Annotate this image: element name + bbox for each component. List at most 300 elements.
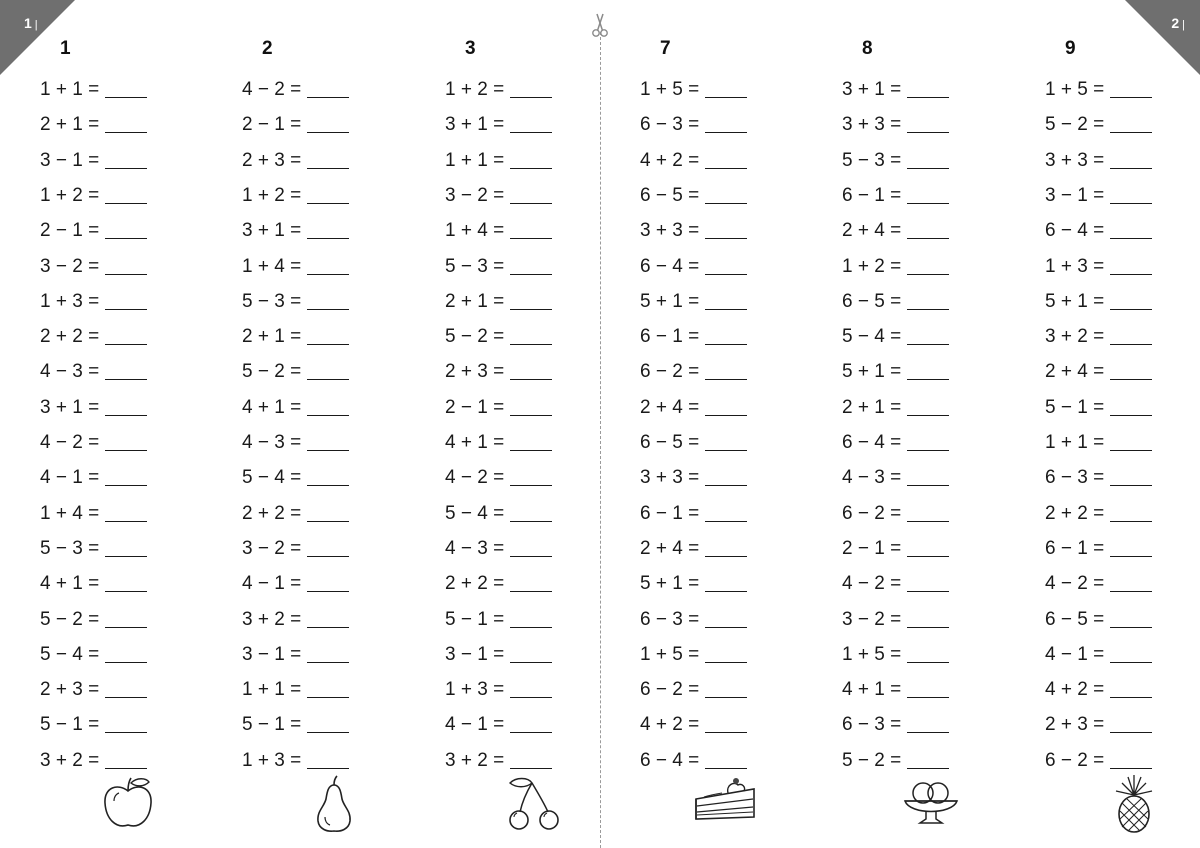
- answer-blank[interactable]: [907, 483, 949, 486]
- answer-blank[interactable]: [907, 201, 949, 204]
- answer-blank[interactable]: [307, 377, 349, 380]
- problem-expression: 3 − 1 =: [1045, 184, 1105, 206]
- problem-row: [242, 712, 349, 736]
- answer-blank[interactable]: [907, 377, 949, 380]
- problem-expression: 2 + 2 =: [242, 502, 302, 524]
- answer-blank[interactable]: [510, 272, 552, 275]
- answer-blank[interactable]: [705, 201, 747, 204]
- answer-blank[interactable]: [510, 130, 552, 133]
- problem-row: [242, 607, 349, 631]
- answer-blank[interactable]: [105, 377, 147, 380]
- problem-row: [40, 571, 147, 595]
- problem-expression: 5 − 3 =: [842, 149, 902, 171]
- answer-blank[interactable]: [307, 130, 349, 133]
- answer-blank[interactable]: [705, 589, 747, 592]
- answer-blank[interactable]: [105, 236, 147, 239]
- problem-row: [40, 748, 147, 772]
- exercise-number: 2: [262, 38, 273, 59]
- problem-expression: 3 − 2 =: [40, 255, 100, 277]
- problem-expression: 1 + 5 =: [640, 79, 700, 100]
- answer-blank[interactable]: [705, 448, 747, 451]
- answer-blank[interactable]: [1110, 236, 1152, 239]
- problem-row: [1045, 254, 1152, 278]
- answer-blank[interactable]: [105, 95, 147, 98]
- problem-expression: 5 − 1 =: [1045, 396, 1105, 418]
- problem-expression: 3 + 1 =: [242, 220, 302, 242]
- problem-expression: 4 − 2 =: [1045, 573, 1105, 595]
- problem-expression: 1 + 2 =: [242, 184, 302, 206]
- cherries-icon: [502, 775, 564, 831]
- problem-expression: 3 − 2 =: [842, 608, 902, 630]
- cake-slice-icon: [694, 775, 756, 825]
- problem-row: [842, 395, 949, 419]
- problem-expression: 4 − 1 =: [1045, 643, 1105, 665]
- answer-blank[interactable]: [705, 660, 747, 663]
- answer-blank[interactable]: [510, 625, 552, 628]
- problem-row: [842, 254, 949, 278]
- answer-blank[interactable]: [705, 519, 747, 522]
- answer-blank[interactable]: [907, 589, 949, 592]
- answer-blank[interactable]: [907, 236, 949, 239]
- exercise-number: 1: [60, 38, 71, 59]
- answer-blank[interactable]: [705, 236, 747, 239]
- answer-blank[interactable]: [705, 342, 747, 345]
- problem-expression: 1 + 3 =: [1045, 255, 1105, 277]
- answer-blank[interactable]: [307, 660, 349, 663]
- answer-blank[interactable]: [705, 730, 747, 733]
- problem-row: [842, 359, 949, 383]
- answer-blank[interactable]: [907, 413, 949, 416]
- problem-expression: 5 − 4 =: [842, 326, 902, 348]
- problem-expression: 5 − 1 =: [445, 608, 505, 630]
- answer-blank[interactable]: [705, 695, 747, 698]
- answer-blank[interactable]: [307, 730, 349, 733]
- problem-expression: 2 + 1 =: [40, 114, 100, 136]
- answer-blank[interactable]: [307, 766, 349, 769]
- problem-row: [842, 183, 949, 207]
- answer-blank[interactable]: [705, 377, 747, 380]
- problem-row: [1045, 501, 1152, 525]
- answer-blank[interactable]: [510, 236, 552, 239]
- problem-expression: 5 − 2 =: [1045, 114, 1105, 136]
- problem-row: [242, 183, 349, 207]
- problem-row: [1045, 183, 1152, 207]
- problem-expression: 3 + 3 =: [842, 114, 902, 136]
- answer-blank[interactable]: [1110, 201, 1152, 204]
- problem-expression: 1 + 5 =: [1045, 79, 1105, 100]
- answer-blank[interactable]: [907, 766, 949, 769]
- problem-expression: 1 + 2 =: [445, 79, 505, 100]
- problem-row: [842, 218, 949, 242]
- problem-expression: 6 − 2 =: [640, 361, 700, 383]
- answer-blank[interactable]: [907, 519, 949, 522]
- answer-blank[interactable]: [105, 660, 147, 663]
- problem-row: [445, 748, 552, 772]
- answer-blank[interactable]: [510, 95, 552, 98]
- problem-expression: 2 + 3 =: [40, 679, 100, 701]
- answer-blank[interactable]: [105, 272, 147, 275]
- answer-blank[interactable]: [705, 166, 747, 169]
- problem-expression: 5 − 2 =: [242, 361, 302, 383]
- problem-row: [242, 536, 349, 560]
- problem-row: [445, 607, 552, 631]
- answer-blank[interactable]: [1110, 272, 1152, 275]
- answer-blank[interactable]: [307, 236, 349, 239]
- problem-row: [242, 748, 349, 772]
- apple-icon: [100, 775, 156, 831]
- problem-expression: 6 − 2 =: [1045, 749, 1105, 771]
- problem-row: [842, 536, 949, 560]
- problem-expression: 2 + 3 =: [445, 361, 505, 383]
- answer-blank[interactable]: [705, 766, 747, 769]
- problem-expression: 6 − 1 =: [1045, 537, 1105, 559]
- problem-row: [445, 148, 552, 172]
- problem-row: [1045, 395, 1152, 419]
- problem-expression: 2 − 1 =: [445, 396, 505, 418]
- problem-row: [640, 465, 747, 489]
- problem-row: [40, 642, 147, 666]
- answer-blank[interactable]: [705, 483, 747, 486]
- answer-blank[interactable]: [1110, 448, 1152, 451]
- answer-blank[interactable]: [705, 130, 747, 133]
- problem-expression: 1 + 2 =: [842, 255, 902, 277]
- left-page-number: 1 |: [24, 15, 39, 31]
- problem-expression: 5 − 4 =: [445, 502, 505, 524]
- problem-expression: 4 − 1 =: [40, 467, 100, 489]
- problem-row: [445, 395, 552, 419]
- problem-row: [242, 430, 349, 454]
- answer-blank[interactable]: [1110, 342, 1152, 345]
- problem-expression: 3 + 1 =: [842, 79, 902, 100]
- answer-blank[interactable]: [907, 130, 949, 133]
- problem-row: [640, 183, 747, 207]
- answer-blank[interactable]: [510, 483, 552, 486]
- problem-row: [842, 112, 949, 136]
- answer-blank[interactable]: [1110, 625, 1152, 628]
- answer-blank[interactable]: [307, 483, 349, 486]
- answer-blank[interactable]: [307, 695, 349, 698]
- problem-row: [640, 748, 747, 772]
- problem-expression: 1 + 4 =: [445, 220, 505, 242]
- problem-row: [1045, 465, 1152, 489]
- problem-row: [1045, 677, 1152, 701]
- problem-row: [640, 642, 747, 666]
- problem-row: [1045, 112, 1152, 136]
- problem-row: [842, 642, 949, 666]
- answer-blank[interactable]: [105, 307, 147, 310]
- answer-blank[interactable]: [510, 413, 552, 416]
- answer-blank[interactable]: [307, 519, 349, 522]
- answer-blank[interactable]: [510, 730, 552, 733]
- problem-row: [445, 536, 552, 560]
- problem-row: [640, 430, 747, 454]
- problem-row: [1045, 430, 1152, 454]
- problem-row: [40, 501, 147, 525]
- problem-expression: 1 + 2 =: [40, 184, 100, 206]
- exercise-number: 3: [465, 38, 476, 59]
- answer-blank[interactable]: [1110, 766, 1152, 769]
- problem-expression: 2 + 1 =: [242, 326, 302, 348]
- problem-expression: 1 + 1 =: [242, 679, 302, 701]
- problem-expression: 2 + 2 =: [445, 573, 505, 595]
- answer-blank[interactable]: [105, 554, 147, 557]
- problem-row: [1045, 712, 1152, 736]
- problem-row: [640, 148, 747, 172]
- problem-row: [40, 712, 147, 736]
- answer-blank[interactable]: [705, 413, 747, 416]
- answer-blank[interactable]: [105, 130, 147, 133]
- answer-blank[interactable]: [307, 307, 349, 310]
- problem-row: [445, 430, 552, 454]
- problem-expression: 6 − 4 =: [1045, 220, 1105, 242]
- answer-blank[interactable]: [105, 695, 147, 698]
- answer-blank[interactable]: [105, 589, 147, 592]
- answer-blank[interactable]: [510, 448, 552, 451]
- problem-expression: 3 + 2 =: [242, 608, 302, 630]
- answer-blank[interactable]: [105, 166, 147, 169]
- problem-row: [1045, 324, 1152, 348]
- answer-blank[interactable]: [705, 625, 747, 628]
- problem-expression: 4 − 2 =: [242, 79, 302, 100]
- problem-row: [842, 748, 949, 772]
- answer-blank[interactable]: [105, 519, 147, 522]
- answer-blank[interactable]: [307, 95, 349, 98]
- problem-row: [242, 465, 349, 489]
- problem-row: [1045, 77, 1152, 101]
- answer-blank[interactable]: [907, 625, 949, 628]
- problem-row: [640, 77, 747, 101]
- answer-blank[interactable]: [907, 695, 949, 698]
- problem-row: [640, 254, 747, 278]
- answer-blank[interactable]: [105, 448, 147, 451]
- problem-expression: 6 − 3 =: [640, 114, 700, 136]
- answer-blank[interactable]: [1110, 413, 1152, 416]
- problem-row: [1045, 571, 1152, 595]
- answer-blank[interactable]: [307, 448, 349, 451]
- problem-row: [640, 395, 747, 419]
- exercise-number: 9: [1065, 38, 1076, 59]
- problem-expression: 4 − 3 =: [242, 432, 302, 453]
- answer-blank[interactable]: [510, 554, 552, 557]
- problem-row: [445, 642, 552, 666]
- problem-row: [1045, 642, 1152, 666]
- problem-expression: 4 + 2 =: [640, 714, 700, 736]
- right-page-number: 2 |: [1171, 15, 1186, 31]
- problem-row: [445, 218, 552, 242]
- answer-blank[interactable]: [907, 307, 949, 310]
- problem-expression: 5 − 3 =: [40, 537, 100, 559]
- problem-expression: 5 + 1 =: [640, 573, 700, 595]
- pear-icon: [312, 775, 356, 833]
- problem-row: [242, 571, 349, 595]
- problem-expression: 6 − 5 =: [640, 184, 700, 206]
- answer-blank[interactable]: [907, 272, 949, 275]
- answer-blank[interactable]: [105, 766, 147, 769]
- answer-blank[interactable]: [1110, 130, 1152, 133]
- answer-blank[interactable]: [1110, 695, 1152, 698]
- problem-row: [842, 607, 949, 631]
- problem-expression: 5 − 2 =: [40, 608, 100, 630]
- problem-row: [640, 677, 747, 701]
- answer-blank[interactable]: [1110, 589, 1152, 592]
- exercise-number: 8: [862, 38, 873, 59]
- problem-expression: 1 + 5 =: [640, 643, 700, 665]
- problem-expression: 2 + 4 =: [640, 396, 700, 418]
- answer-blank[interactable]: [307, 554, 349, 557]
- problem-row: [40, 536, 147, 560]
- answer-blank[interactable]: [907, 448, 949, 451]
- answer-blank[interactable]: [705, 554, 747, 557]
- answer-blank[interactable]: [510, 589, 552, 592]
- problem-expression: 5 − 1 =: [242, 714, 302, 736]
- problem-expression: 5 − 1 =: [40, 714, 100, 736]
- problem-row: [445, 712, 552, 736]
- answer-blank[interactable]: [105, 483, 147, 486]
- problem-row: [242, 324, 349, 348]
- answer-blank[interactable]: [1110, 660, 1152, 663]
- answer-blank[interactable]: [1110, 166, 1152, 169]
- problem-row: [40, 112, 147, 136]
- problem-row: [242, 218, 349, 242]
- answer-blank[interactable]: [510, 201, 552, 204]
- answer-blank[interactable]: [105, 730, 147, 733]
- problem-expression: 6 − 1 =: [640, 502, 700, 524]
- problem-expression: 3 + 2 =: [445, 749, 505, 771]
- answer-blank[interactable]: [907, 660, 949, 663]
- answer-blank[interactable]: [307, 166, 349, 169]
- problem-row: [242, 395, 349, 419]
- answer-blank[interactable]: [105, 413, 147, 416]
- answer-blank[interactable]: [1110, 377, 1152, 380]
- problem-expression: 6 − 5 =: [640, 432, 700, 453]
- problem-row: [445, 254, 552, 278]
- problem-expression: 4 + 2 =: [640, 149, 700, 171]
- answer-blank[interactable]: [510, 660, 552, 663]
- answer-blank[interactable]: [907, 342, 949, 345]
- answer-blank[interactable]: [1110, 95, 1152, 98]
- problem-row: [242, 289, 349, 313]
- problem-row: [1045, 536, 1152, 560]
- problem-row: [445, 289, 552, 313]
- answer-blank[interactable]: [510, 307, 552, 310]
- answer-blank[interactable]: [105, 625, 147, 628]
- answer-blank[interactable]: [105, 201, 147, 204]
- problem-expression: 4 − 1 =: [445, 714, 505, 736]
- problem-expression: 3 − 1 =: [242, 643, 302, 665]
- problem-row: [1045, 289, 1152, 313]
- pineapple-icon: [1108, 775, 1160, 833]
- problem-row: [640, 571, 747, 595]
- answer-blank[interactable]: [510, 519, 552, 522]
- problem-expression: 4 − 2 =: [842, 573, 902, 595]
- problem-row: [842, 148, 949, 172]
- answer-blank[interactable]: [307, 413, 349, 416]
- problem-row: [445, 571, 552, 595]
- answer-blank[interactable]: [307, 201, 349, 204]
- problem-expression: 5 + 1 =: [842, 361, 902, 383]
- problem-row: [40, 430, 147, 454]
- answer-blank[interactable]: [1110, 519, 1152, 522]
- answer-blank[interactable]: [510, 377, 552, 380]
- problem-expression: 1 + 3 =: [40, 290, 100, 312]
- problem-expression: 4 − 3 =: [40, 361, 100, 383]
- problem-row: [242, 77, 349, 101]
- answer-blank[interactable]: [1110, 483, 1152, 486]
- problem-row: [40, 324, 147, 348]
- problem-expression: 4 − 2 =: [445, 467, 505, 489]
- problem-row: [640, 324, 747, 348]
- problem-row: [842, 465, 949, 489]
- answer-blank[interactable]: [307, 589, 349, 592]
- answer-blank[interactable]: [1110, 307, 1152, 310]
- right-page-corner: [1125, 0, 1200, 75]
- answer-blank[interactable]: [510, 166, 552, 169]
- answer-blank[interactable]: [1110, 554, 1152, 557]
- problem-expression: 3 + 2 =: [40, 749, 100, 771]
- answer-blank[interactable]: [1110, 730, 1152, 733]
- problem-row: [242, 677, 349, 701]
- problem-expression: 2 + 4 =: [640, 537, 700, 559]
- problem-row: [640, 218, 747, 242]
- problem-row: [40, 218, 147, 242]
- problem-expression: 3 + 1 =: [445, 114, 505, 136]
- problem-expression: 1 + 4 =: [242, 255, 302, 277]
- ice-cream-bowl-icon: [902, 775, 960, 827]
- answer-blank[interactable]: [307, 625, 349, 628]
- answer-blank[interactable]: [907, 95, 949, 98]
- problem-row: [640, 607, 747, 631]
- problem-expression: 1 + 5 =: [842, 643, 902, 665]
- problem-row: [445, 183, 552, 207]
- answer-blank[interactable]: [907, 730, 949, 733]
- problem-row: [640, 289, 747, 313]
- answer-blank[interactable]: [510, 766, 552, 769]
- problem-row: [40, 677, 147, 701]
- problem-expression: 6 − 4 =: [640, 749, 700, 771]
- answer-blank[interactable]: [105, 342, 147, 345]
- answer-blank[interactable]: [307, 342, 349, 345]
- answer-blank[interactable]: [907, 166, 949, 169]
- problem-row: [445, 465, 552, 489]
- problem-row: [40, 148, 147, 172]
- problem-expression: 5 + 1 =: [640, 290, 700, 312]
- problem-row: [40, 183, 147, 207]
- problem-expression: 3 + 1 =: [40, 396, 100, 418]
- problem-expression: 3 + 3 =: [1045, 149, 1105, 171]
- problem-row: [1045, 148, 1152, 172]
- problem-row: [242, 148, 349, 172]
- answer-blank[interactable]: [510, 342, 552, 345]
- problem-expression: 4 + 1 =: [445, 432, 505, 453]
- problem-expression: 4 − 3 =: [445, 537, 505, 559]
- problem-expression: 1 + 4 =: [40, 502, 100, 524]
- problem-row: [242, 642, 349, 666]
- answer-blank[interactable]: [510, 695, 552, 698]
- problem-expression: 3 + 3 =: [640, 467, 700, 489]
- answer-blank[interactable]: [705, 307, 747, 310]
- answer-blank[interactable]: [705, 272, 747, 275]
- answer-blank[interactable]: [705, 95, 747, 98]
- problem-expression: 2 + 3 =: [1045, 714, 1105, 736]
- problem-expression: 2 + 1 =: [445, 290, 505, 312]
- problem-row: [842, 324, 949, 348]
- answer-blank[interactable]: [307, 272, 349, 275]
- problem-expression: 6 − 5 =: [842, 290, 902, 312]
- answer-blank[interactable]: [907, 554, 949, 557]
- problem-expression: 4 + 1 =: [242, 396, 302, 418]
- problem-expression: 2 + 2 =: [1045, 502, 1105, 524]
- problem-expression: 6 − 1 =: [640, 326, 700, 348]
